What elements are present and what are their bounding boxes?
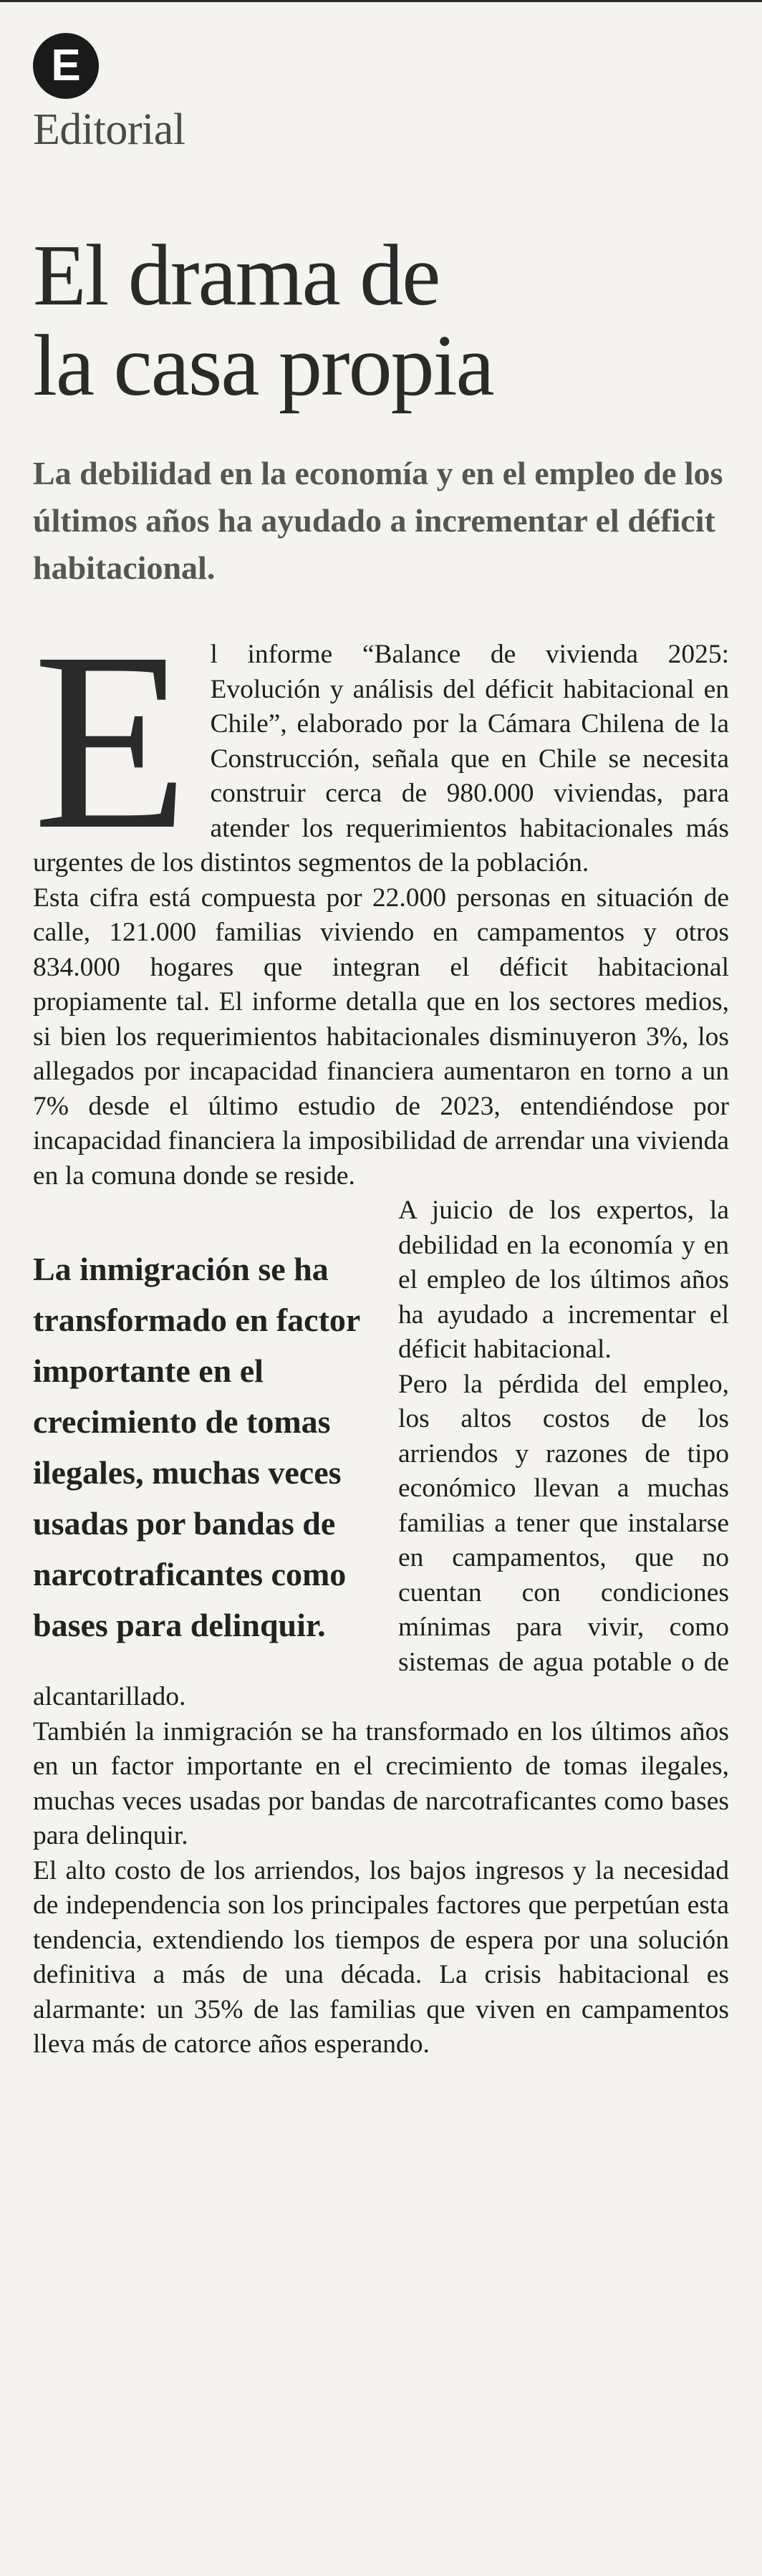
section-label: Editorial [33,105,185,154]
headline-line-1: El drama de [33,227,440,324]
paragraph-6: El alto costo de los arriendos, los bajos ingresos y la necesidad de independencia son los principales factores que perpetúan esta tendencia, extendiendo los tiempos de espera por una solución definitiva a más de una década. La crisis habitacional es alarmante: un 35% de las familias que viven en campamentos lleva más de catorce años esperando. [33,1855,729,2059]
headline [33,227,677,414]
section-badge: E [33,33,99,99]
top-rule [0,0,762,2]
deck: La debilidad en la economía y en el empleo de los últimos años ha ayudado a incrementar el déficit habitacional. [33,455,723,586]
paragraph-4: Pero la pérdida del empleo, los altos costos de los arriendos y razones de tipo económico llevan a muchas familias a tener que instalarse en campamentos, que no cuentan con condiciones mínimas para vivir, como sistemas de agua potable o de alcantarillado. [33,1369,729,1711]
paragraph-5: También la inmigración se ha transformado en los últimos años en un factor importante en el crecimiento de tomas ilegales, muchas veces usadas por bandas de narcotraficantes como bases para delinquir. [33,1716,729,1850]
paragraph-1: l informe “Balance de vivienda 2025: Evolución y análisis del déficit habitacional en Chile”, elaborado por la Cámara Chilena de la Construcción, señala que en Chile se necesita construir cerca de 980.000 viviendas, para atender los requerimientos habitacionales más urgentes de los distintos segmentos de la población. [33,640,729,878]
headline-line-2: la casa propia [33,317,493,414]
drop-cap: E [33,600,189,883]
article-body [33,600,729,2062]
pull-quote: La inmigración se ha transformado en factor importante en el crecimiento de tomas ilegales, muchas veces usadas por bandas de narcotraficantes como bases para delinquir. [33,1251,360,1643]
paragraph-3: A juicio de los expertos, la debilidad en la economía y en el empleo de los últimos años ha ayudado a incrementar el déficit habitacional. [398,1196,729,1364]
paragraph-2: Esta cifra está compuesta por 22.000 personas en situación de calle, 121.000 familias viviendo en campamentos y otros 834.000 hogares que integran el déficit habitacional propiamente tal. El informe detalla que en los sectores medios, si bien los requerimientos habitacionales disminuyeron 3%, los allegados por incapacidad financiera aumentaron en torno a un 7% desde el último estudio de 2023, entendiéndose por incapacidad financiera la imposibilidad de arrendar una vivienda en la comuna donde se reside. [33,883,729,1191]
